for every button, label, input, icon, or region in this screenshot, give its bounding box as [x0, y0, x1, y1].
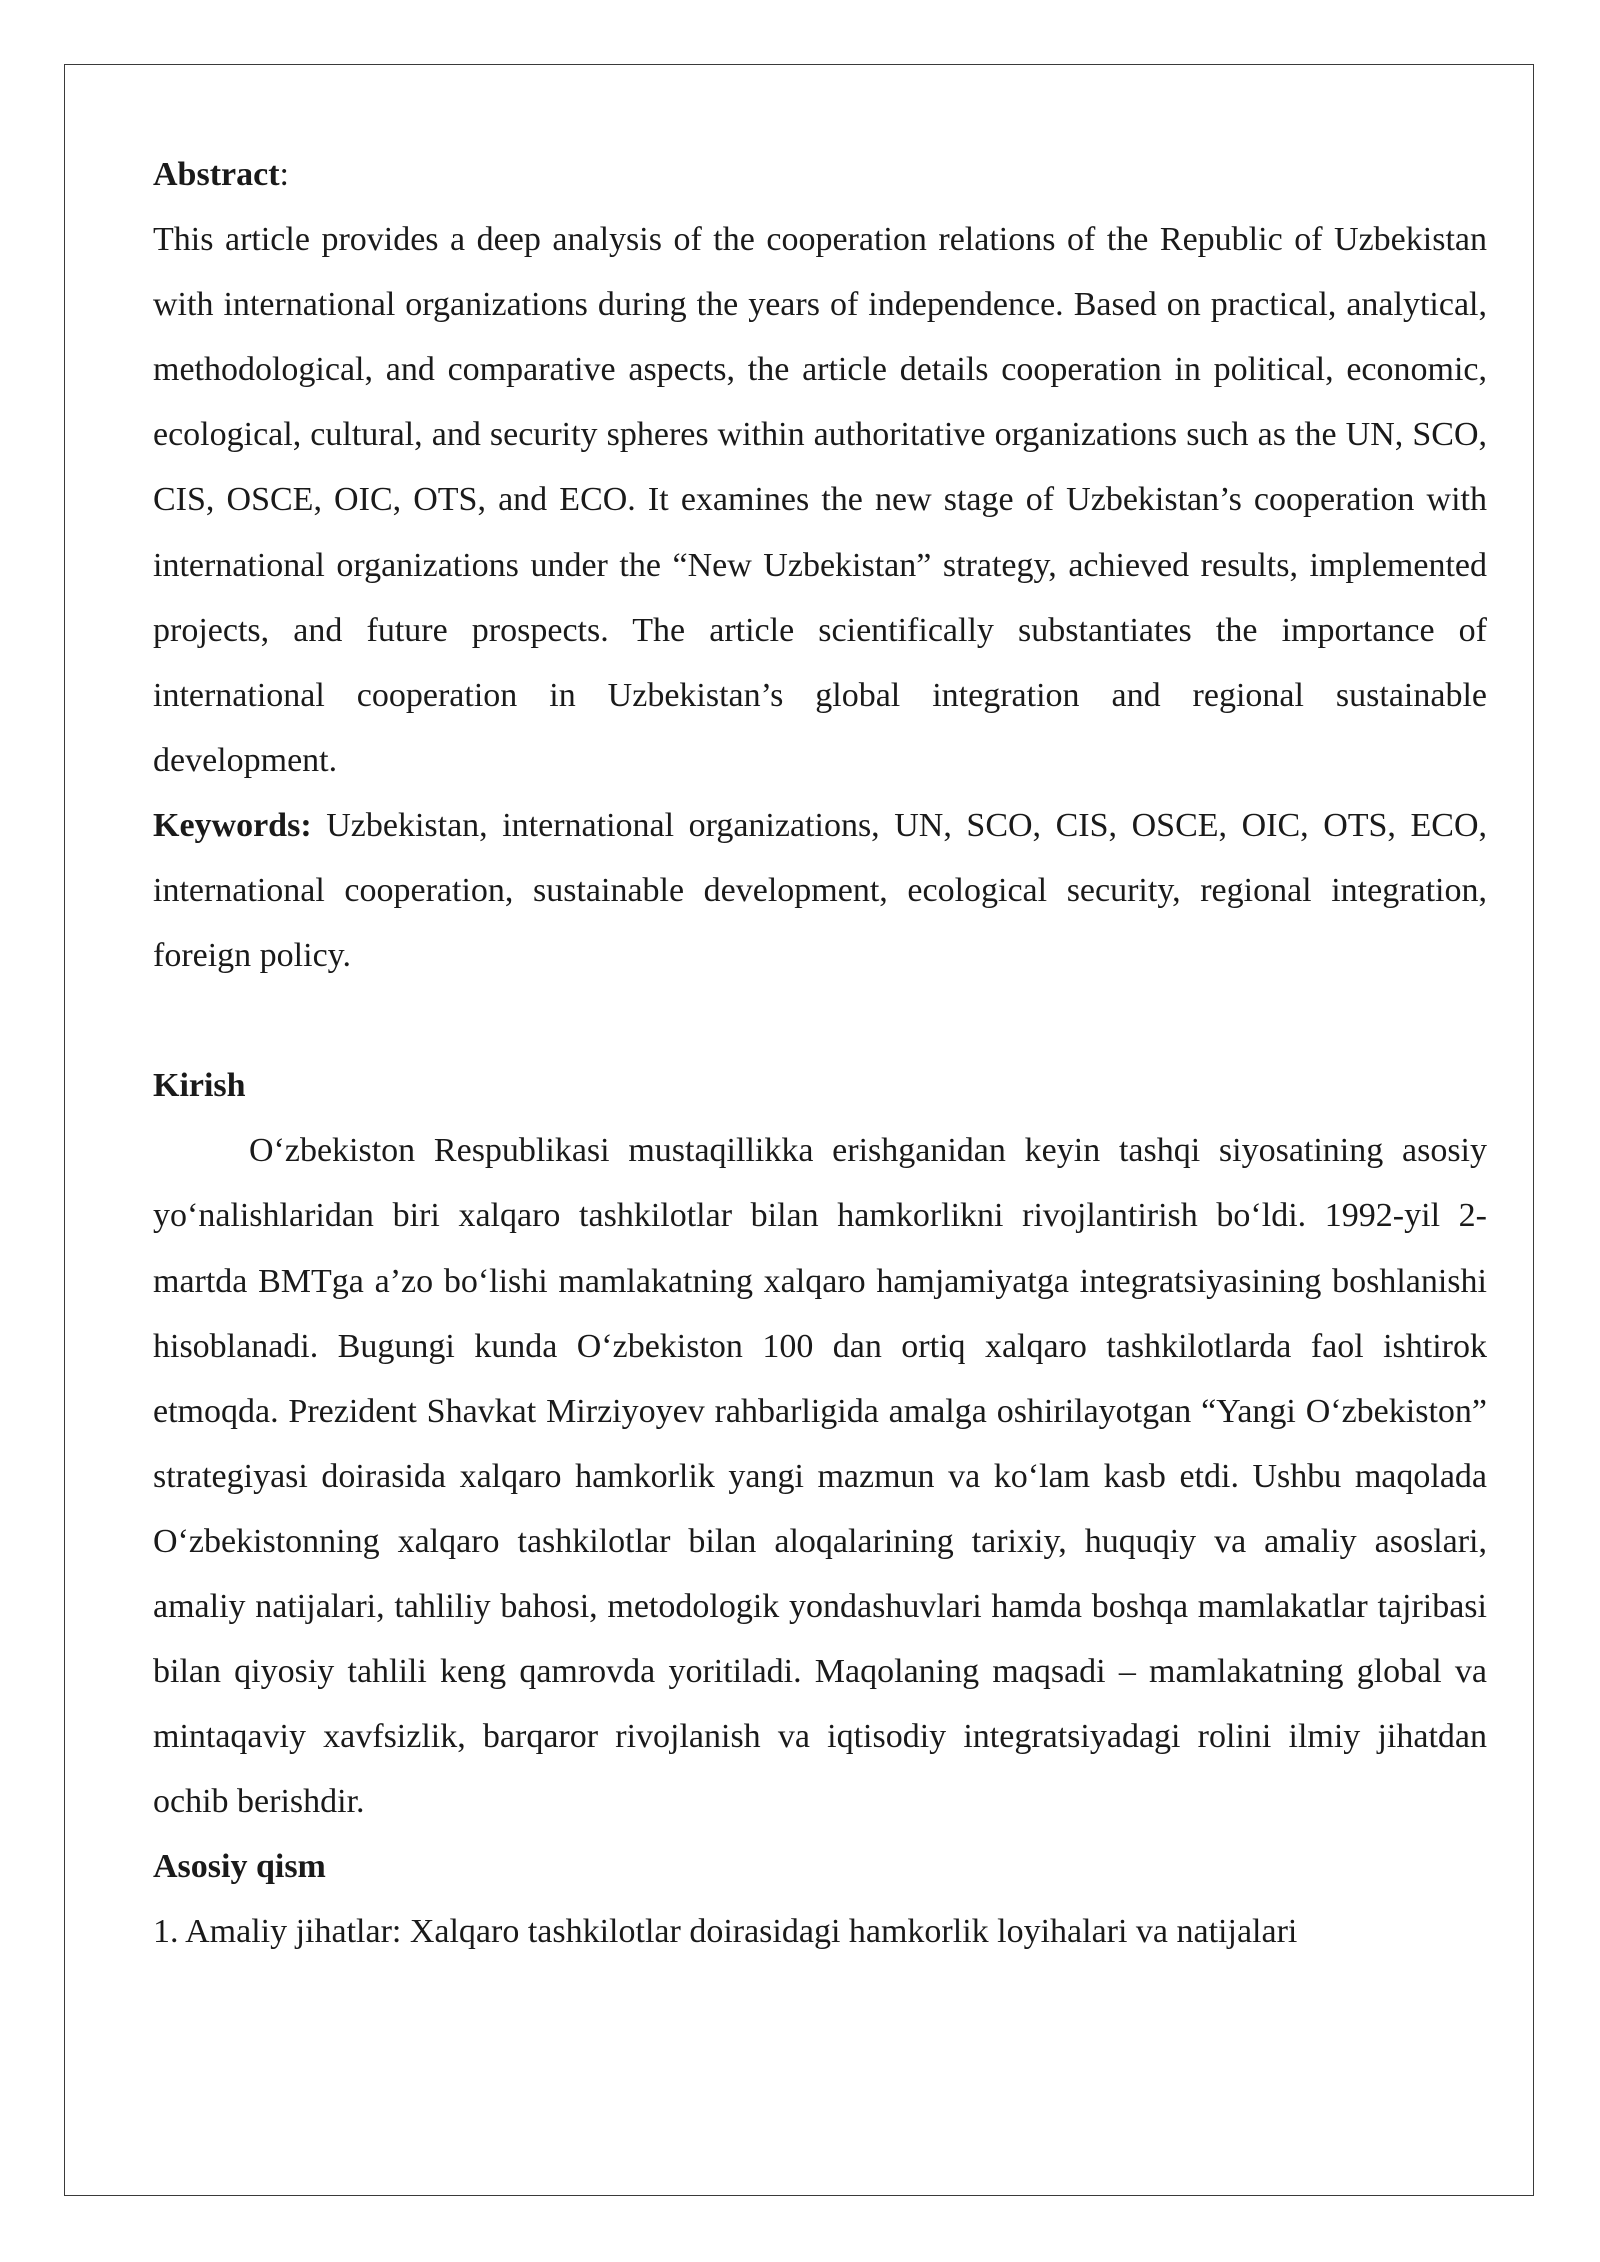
abstract-heading-line [153, 142, 1487, 207]
keywords-text: Uzbekistan, international organizations, UN, SCO, CIS, OSCE, OIC, OTS, ECO, international cooperation, sustainable development, ecological security, regional integration, foreign policy. [153, 806, 1487, 975]
keywords-paragraph [153, 793, 1487, 988]
document-body [153, 142, 1487, 1965]
keywords-label: Keywords: [153, 806, 312, 844]
asosiy-item-1: 1. Amaliy jihatlar: Xalqaro tashkilotlar doirasidagi hamkorlik loyihalari va natijalari [153, 1913, 1298, 1951]
section-spacer [153, 988, 1487, 1053]
abstract-heading: Abstract [153, 156, 280, 193]
kirish-body: O‘zbekiston Respublikasi mustaqillikka erishganidan keyin tashqi siyosatining asosiy yo‘nalishlaridan biri xalqaro tashkilotlar bilan hamkorlikni rivojlantirish bo‘ldi. 1992-yil 2-martda BMTga a’zo bo‘lishi mamlakatning xalqaro hamjamiyatga integratsiyasining boshlanishi hisoblanadi. Bugungi kunda O‘zbekiston 100 dan ortiq xalqaro tashkilotlarda faol ishtirok etmoqda. Prezident Shavkat Mirziyoyev rahbarligida amalga oshirilayotgan “Yangi O‘zbekiston” strategiyasi doirasida xalqaro hamkorlik yangi mazmun va ko‘lam kasb etdi. Ushbu maqolada O‘zbekistonning xalqaro tashkilotlar bilan aloqalarining tarixiy, huquqiy va amaliy asoslari, amaliy natijalari, tahliliy bahosi, metodologik yondashuvlari hamda boshqa mamlakatlar tajribasi bilan qiyosiy tahlili keng qamrovda yoritiladi. Maqolaning maqsadi – mamlakatning global va mintaqaviy xavfsizlik, barqaror rivojlanish va iqtisodiy integratsiyadagi rolini ilmiy jihatdan ochib berishdir. [153, 1132, 1487, 1821]
abstract-body: This article provides a deep analysis of the cooperation relations of the Republic of Uzbekistan with international organizations during the years of independence. Based on practical, analytical, methodological, and comparative aspects, the article details cooperation in political, economic, ecological, cultural, and security spheres within authoritative organizations such as the UN, SCO, CIS, OSCE, OIC, OTS, and ECO. It examines the new stage of Uzbekistan’s cooperation with international organizations under the “New Uzbekistan” strategy, achieved results, implemented projects, and future prospects. The article scientifically substantiates the importance of international cooperation in Uzbekistan’s global integration and regional sustainable development. [153, 221, 1487, 779]
abstract-heading-colon: : [279, 156, 289, 193]
kirish-heading: Kirish [153, 1067, 246, 1105]
asosiy-qism-heading: Asosiy qism [153, 1848, 326, 1886]
